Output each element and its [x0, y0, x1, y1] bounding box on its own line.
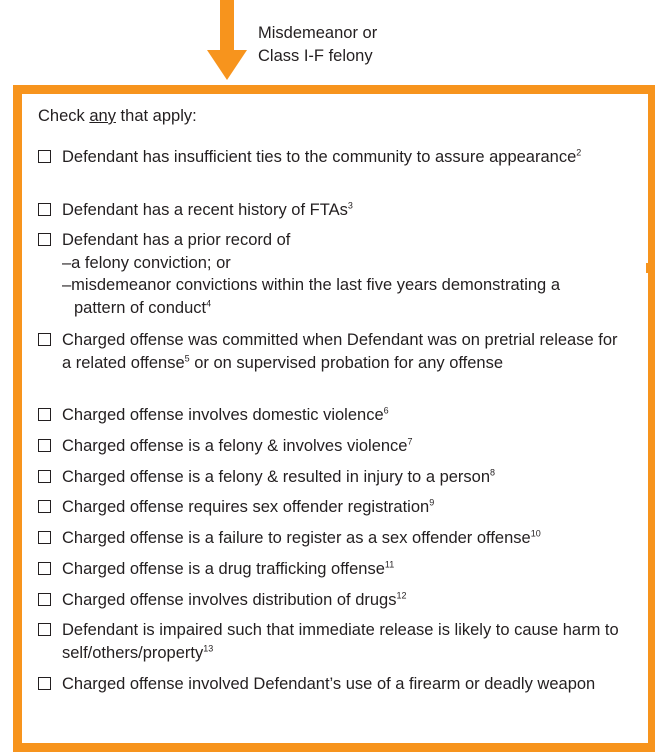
- checkbox[interactable]: [38, 233, 51, 246]
- checklist-item-sex-offender-registration: Charged offense requires sex offender registration$^9$: [38, 496, 628, 519]
- checkbox[interactable]: [38, 500, 51, 513]
- checkbox[interactable]: [38, 439, 51, 452]
- arrow-label: [258, 22, 377, 68]
- checkbox[interactable]: [38, 203, 51, 216]
- checklist-item-prior-record: Defendant has a prior record of –a felony conviction; or –misdemeanor convictions within the last five years demonstrating a pattern of conduct$^4$: [38, 229, 628, 319]
- checklist-item-domestic-violence: Charged offense involves domestic violence$^6$: [38, 404, 628, 427]
- checklist-item-pretrial-release: Charged offense was committed when Defendant was on pretrial release for a related offense$^5$ or on supervised probation for any offense: [38, 329, 628, 374]
- checklist-item-felony-violence: Charged offense is a felony & involves violence$^7$: [38, 435, 628, 458]
- connector-tick-bottom: [205, 745, 215, 752]
- checklist-heading: Check any that apply:: [38, 107, 197, 125]
- checkbox[interactable]: [38, 333, 51, 346]
- checklist-item-drug-trafficking: Charged offense is a drug trafficking offense$^{11}$: [38, 558, 628, 581]
- checklist-item-felony-injury: Charged offense is a felony & resulted in injury to a person$^8$: [38, 466, 628, 489]
- checkbox[interactable]: [38, 150, 51, 163]
- checklist-item-insufficient-ties: Defendant has insufficient ties to the community to assure appearance$^2$: [38, 146, 628, 169]
- arrow-label-line2: Class I-F felony: [258, 47, 373, 65]
- checkbox[interactable]: [38, 408, 51, 421]
- checklist-item-failure-to-register: Charged offense is a failure to register as a sex offender offense$^{10}$: [38, 527, 628, 550]
- checkbox[interactable]: [38, 470, 51, 483]
- connector-tick-right: [646, 263, 655, 273]
- checkbox[interactable]: [38, 677, 51, 690]
- checklist-item-firearm: Charged offense involved Defendant’s use of a firearm or deadly weapon: [38, 673, 628, 696]
- checklist-item-drug-distribution: Charged offense involves distribution of drugs$^{12}$: [38, 589, 628, 612]
- arrow-label-line1: Misdemeanor or: [258, 24, 378, 42]
- checkbox[interactable]: [38, 593, 51, 606]
- checklist-item-impaired: Defendant is impaired such that immediate release is likely to cause harm to self/others/property$^{13}$: [38, 619, 628, 664]
- flow-arrow-head: [207, 50, 247, 80]
- checkbox[interactable]: [38, 562, 51, 575]
- checklist-item-fta-history: Defendant has a recent history of FTAs$^3$: [38, 199, 628, 222]
- checkbox[interactable]: [38, 623, 51, 636]
- flow-arrow-shaft: [220, 0, 234, 52]
- checkbox[interactable]: [38, 531, 51, 544]
